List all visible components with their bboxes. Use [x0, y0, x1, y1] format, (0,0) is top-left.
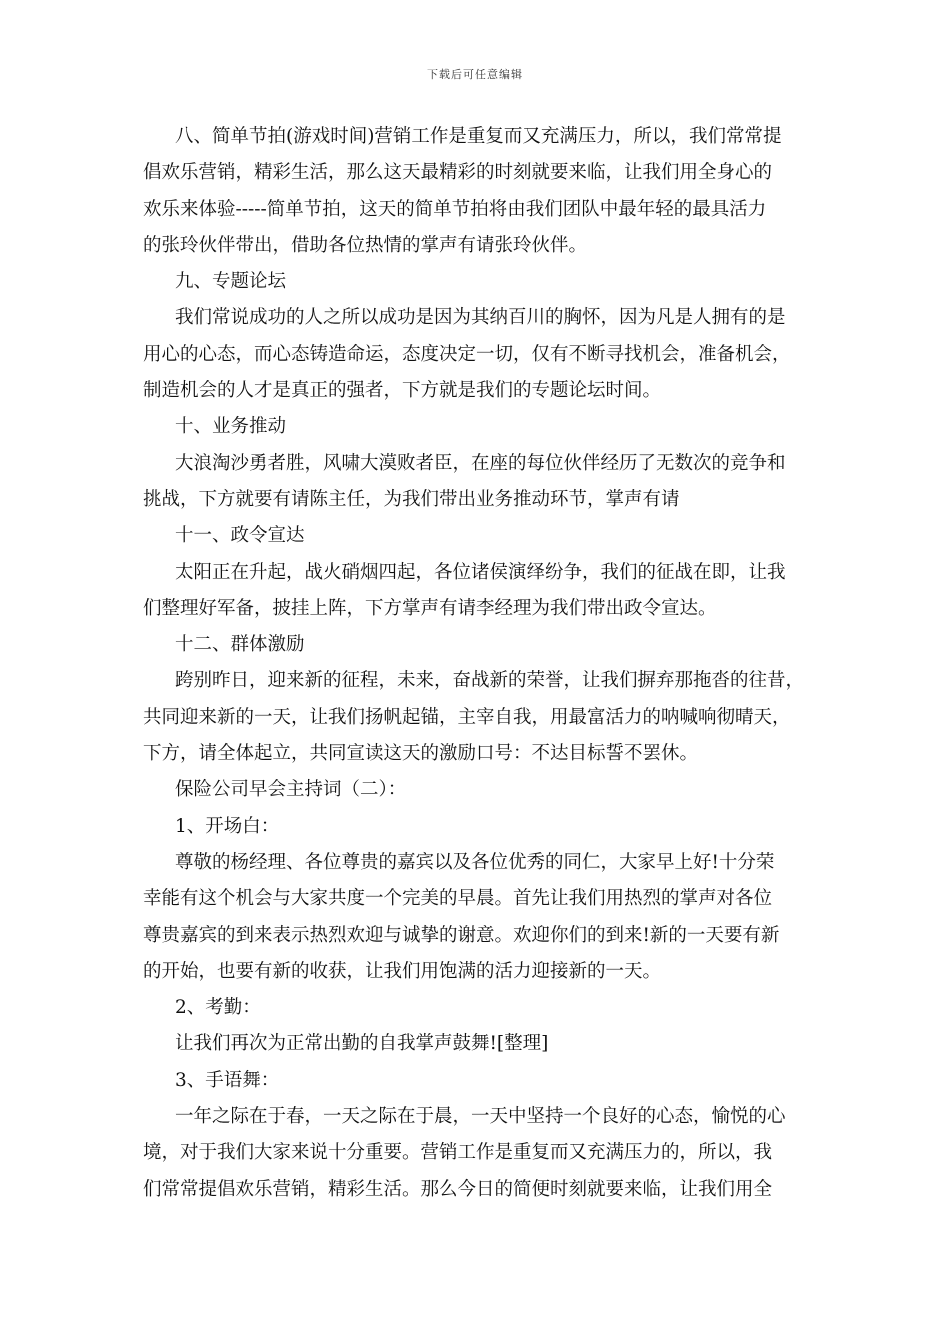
text-line: 下方，请全体起立，共同宣读这天的激励口号：不达目标誓不罢休。 [143, 743, 699, 765]
text-line: 保险公司早会主持词（二）： [175, 779, 407, 801]
text-line: 九、专题论坛 [175, 271, 287, 293]
text-line: 幸能有这个机会与大家共度一个完美的早晨。首先让我们用热烈的掌声对各位 [143, 888, 773, 910]
text-line: 3、手语舞： [175, 1069, 280, 1091]
text-line: 的张玲伙伴带出，借助各位热情的掌声有请张玲伙伴。 [143, 234, 588, 256]
text-line: 的开始，也要有新的收获，让我们用饱满的活力迎接新的一天。 [143, 960, 662, 982]
text-line: 太阳正在升起，战火硝烟四起，各位诸侯演绎纷争，我们的征战在即，让我 [175, 561, 786, 583]
text-line: 2、考勤： [175, 997, 261, 1019]
text-line: 倡欢乐营销，精彩生活，那么这天最精彩的时刻就要来临，让我们用全身心的 [143, 162, 773, 184]
text-line: 尊敬的杨经理、各位尊贵的嘉宾以及各位优秀的同仁，大家早上好!十分荣 [175, 851, 775, 873]
text-line: 十、业务推动 [175, 416, 287, 438]
text-line: 们常常提倡欢乐营销，精彩生活。那么今日的简便时刻就要来临，让我们用全 [143, 1178, 773, 1200]
text-line: 十二、群体激励 [175, 634, 305, 656]
text-line: 让我们再次为正常出勤的自我掌声鼓舞![整理] [175, 1033, 549, 1055]
text-line: 制造机会的人才是真正的强者，下方就是我们的专题论坛时间。 [143, 380, 662, 402]
text-line: 八、简单节拍(游戏时间)营销工作是重复而又充满压力，所以，我们常常提 [175, 126, 782, 147]
text-line: 共同迎来新的一天，让我们扬帆起锚，主宰自我，用最富活力的呐喊响彻晴天， [143, 706, 791, 728]
text-line: 1、开场白： [175, 815, 280, 837]
text-line: 欢乐来体验-----简单节拍，这天的简单节拍将由我们团队中最年轻的最具活力 [143, 198, 767, 220]
text-line: 跨别昨日，迎来新的征程，未来，奋战新的荣誉，让我们摒弃那拖沓的往昔， [175, 670, 805, 692]
text-line: 一年之际在于春，一天之际在于晨，一天中坚持一个良好的心态，愉悦的心 [175, 1106, 786, 1128]
text-line: 尊贵嘉宾的到来表示热烈欢迎与诚挚的谢意。欢迎你们的到来!新的一天要有新 [143, 924, 780, 946]
document-body [143, 119, 809, 1208]
text-line: 们整理好军备，披挂上阵，下方掌声有请李经理为我们带出政令宣达。 [143, 597, 717, 619]
text-line: 挑战，下方就要有请陈主任，为我们带出业务推动环节，掌声有请 [143, 488, 680, 510]
text-line: 用心的心态，而心态铸造命运，态度决定一切，仅有不断寻找机会，准备机会， [143, 343, 791, 365]
text-line: 十一、政令宣达 [175, 525, 305, 547]
text-line: 境，对于我们大家来说十分重要。营销工作是重复而又充满压力的，所以，我 [143, 1142, 773, 1164]
page-header-note: 下载后可任意编辑 [427, 68, 523, 81]
text-line: 大浪淘沙勇者胜，风啸大漠败者臣，在座的每位伙伴经历了无数次的竞争和 [175, 452, 786, 474]
text-line: 我们常说成功的人之所以成功是因为其纳百川的胸怀，因为凡是人拥有的是 [175, 307, 786, 329]
